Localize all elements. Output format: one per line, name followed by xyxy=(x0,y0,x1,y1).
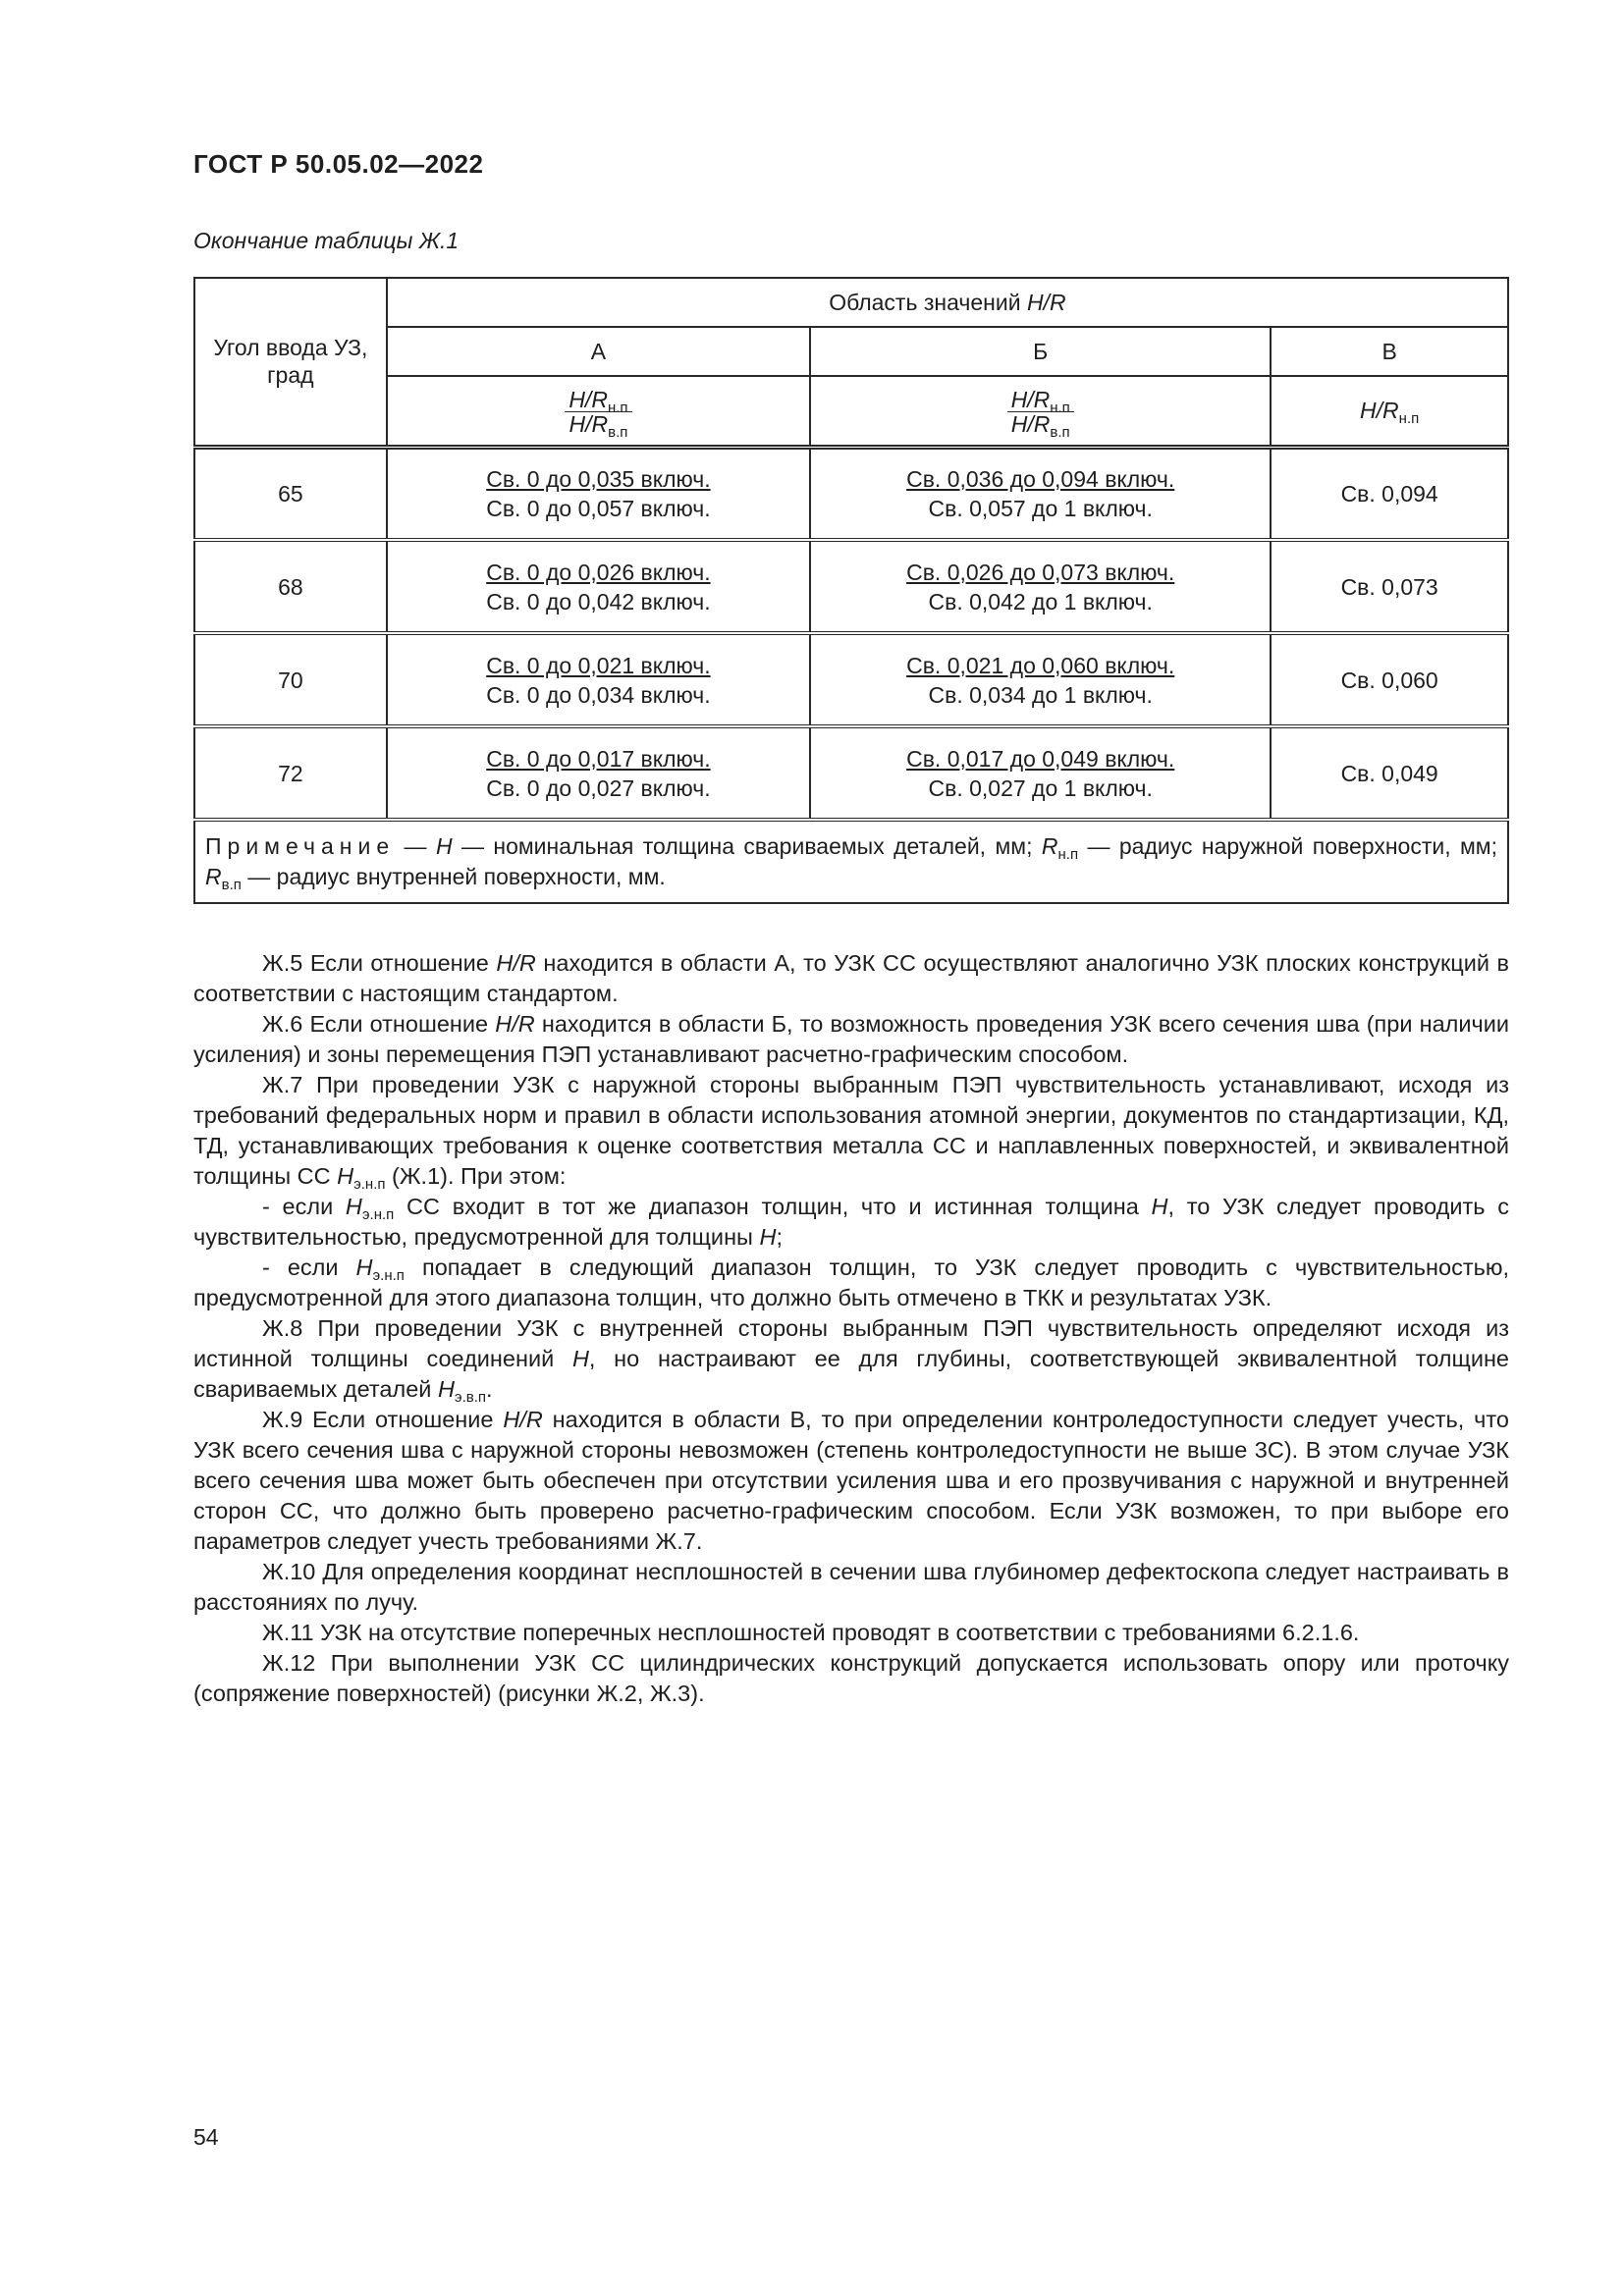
paragraph-zh12: Ж.12 При выполнении УЗК СС цилиндрических конструкций допускается использовать опору или проточку (сопряжение поверхностей) (рисунки Ж.2, Ж.3). xyxy=(193,1650,1509,1706)
range-header-text: Область значений xyxy=(829,290,1027,315)
range-a-cell xyxy=(387,540,810,633)
ratio-a-den-sub: в.п xyxy=(608,424,628,442)
col-header-v: В xyxy=(1271,327,1508,376)
col-header-b: Б xyxy=(810,327,1271,376)
range-b-top: Св. 0,036 до 0,094 включ. xyxy=(906,465,1175,492)
range-a-top: Св. 0 до 0,017 включ. xyxy=(486,745,711,772)
note-sub: в.п xyxy=(221,877,242,893)
ratio-b-num: H/R xyxy=(1010,387,1051,413)
range-a-cell xyxy=(387,726,810,820)
angle-cell: 70 xyxy=(194,633,387,726)
range-b-bottom: Св. 0,057 до 1 включ. xyxy=(928,495,1153,521)
note-var-r: R xyxy=(1041,833,1058,859)
range-a-top: Св. 0 до 0,035 включ. xyxy=(486,465,711,492)
col-header-a: А xyxy=(387,327,810,376)
ratio-header-b xyxy=(810,376,1271,447)
range-a-top: Св. 0 до 0,026 включ. xyxy=(486,559,711,585)
paragraph-zh10: Ж.10 Для определения координат несплошностей в сечении шва глубиномер дефектоскопа следует настраивать в расстояниях по лучу. xyxy=(193,1559,1509,1615)
paragraph-bullet-1: - если $H_{э.н.п}$ СС входит в тот же диапазон толщин, что и истинная толщина H, то УЗК следует проводить с чувствительностью, предусмотренной для толщины H; xyxy=(193,1194,1509,1250)
range-v-cell: Св. 0,094 xyxy=(1271,447,1508,540)
range-v-cell: Св. 0,049 xyxy=(1271,726,1508,820)
paragraph-bullet-2: - если $H_{э.н.п}$ попадает в следующий диапазон толщин, то УЗК следует проводить с чувствительностью, предусмотренной для этого диапазона толщин, что должно быть отмечено в ТКК и результатах УЗК. xyxy=(193,1255,1509,1310)
note-var-h: H xyxy=(435,833,453,859)
range-header xyxy=(387,278,1508,327)
ratio-v: H/R xyxy=(1360,398,1399,424)
range-a-bottom: Св. 0 до 0,042 включ. xyxy=(486,588,711,614)
table-caption: Окончание таблицы Ж.1 xyxy=(193,228,460,253)
range-b-bottom: Св. 0,027 до 1 включ. xyxy=(928,774,1153,801)
note-sub: н.п xyxy=(1057,846,1079,863)
range-a-cell xyxy=(387,633,810,726)
paragraph-zh11: Ж.11 УЗК на отсутствие поперечных несплошностей проводят в соответствии с требованиями 6.2.1.6. xyxy=(262,1620,1360,1645)
note-label: Примечание xyxy=(205,833,396,859)
range-b-top: Св. 0,017 до 0,049 включ. xyxy=(906,745,1175,772)
ratio-a-num-sub: н.п xyxy=(607,400,628,417)
range-a-cell xyxy=(387,447,810,540)
ratio-b-den-sub: в.п xyxy=(1050,424,1070,442)
range-b-cell xyxy=(810,540,1271,633)
page-number: 54 xyxy=(193,2124,219,2150)
range-header-var: H/R xyxy=(1026,290,1066,315)
table-row xyxy=(194,726,1508,820)
ratio-a-num: H/R xyxy=(568,387,608,413)
range-b-cell xyxy=(810,633,1271,726)
ratio-header-v xyxy=(1271,376,1508,447)
body-text xyxy=(193,948,1509,1709)
table-row xyxy=(194,447,1508,540)
paragraph-zh7: Ж.7 При проведении УЗК с наружной стороны выбранным ПЭП чувствительность устанавливают, исходя из требований федеральных норм и правил в области использования атомной энергии, документов по стандартизации, КД, ТД, устанавливающих требования к оценке соответствия металла СС и наплавленных поверхностей, и эквивалентной толщины СС $H_{э.н.п}$ (Ж.1). При этом: xyxy=(193,1072,1509,1193)
angle-header-line1: Угол ввода УЗ, xyxy=(213,335,368,361)
range-b-bottom: Св. 0,034 до 1 включ. xyxy=(928,681,1153,708)
range-b-bottom: Св. 0,042 до 1 включ. xyxy=(928,588,1153,614)
table-row xyxy=(194,633,1508,726)
note-text: — радиус внутренней поверхности, мм. xyxy=(241,864,666,889)
range-b-top: Св. 0,026 до 0,073 включ. xyxy=(906,559,1175,585)
paragraph-zh6: Ж.6 Если отношение H/R находится в области Б, то возможность проведения УЗК всего сечения шва (при наличии усиления) и зоны перемещения ПЭП устанавливают расчетно-графическим способом. xyxy=(193,1011,1509,1067)
range-a-bottom: Св. 0 до 0,057 включ. xyxy=(486,495,711,521)
range-a-top: Св. 0 до 0,021 включ. xyxy=(486,652,711,678)
angle-cell: 72 xyxy=(194,726,387,820)
range-a-bottom: Св. 0 до 0,034 включ. xyxy=(486,681,711,708)
ratio-a-den: H/R xyxy=(568,411,609,438)
angle-cell: 65 xyxy=(194,447,387,540)
ratio-b-den: H/R xyxy=(1010,411,1051,438)
note-text: — xyxy=(395,833,436,859)
table-note xyxy=(194,820,1508,903)
ratio-header-a xyxy=(387,376,810,447)
paragraph-zh8: Ж.8 При проведении УЗК с внутренней стороны выбранным ПЭП чувствительность определяют исходя из истинной толщины соединений H, но настраивают ее для глубины, соответствующей эквивалентной толщине свариваемых деталей $H_{э.в.п}$. xyxy=(193,1315,1509,1406)
range-v-cell: Св. 0,073 xyxy=(1271,540,1508,633)
angle-header-line2: град xyxy=(267,362,314,389)
range-v-cell: Св. 0,060 xyxy=(1271,633,1508,726)
note-var-r: R xyxy=(205,864,222,889)
values-table xyxy=(193,277,1509,904)
table-row xyxy=(194,540,1508,633)
note-text: — радиус наружной поверхности, мм; xyxy=(1078,833,1498,859)
range-b-cell xyxy=(810,447,1271,540)
note-text: — номинальная толщина свариваемых деталей, мм; xyxy=(452,833,1042,859)
paragraph-zh9: Ж.9 Если отношение H/R находится в области В, то при определении контроледоступности следует учесть, что УЗК всего сечения шва с наружной стороны невозможен (степень контроледоступности не выше 3С). В этом случае УЗК всего сечения шва может быть обеспечен при отсутствии усиления шва и его прозвучивания с наружной и внутренней сторон СС, что должно быть проверено расчетно-графическим способом. Если УЗК возможен, то при выборе его параметров следует учесть требованиями Ж.7. xyxy=(193,1407,1509,1554)
paragraph-zh5: Ж.5 Если отношение H/R находится в области А, то УЗК СС осуществляют аналогично УЗК плоских конструкций в соответствии с настоящим стандартом. xyxy=(193,950,1509,1006)
range-a-bottom: Св. 0 до 0,027 включ. xyxy=(486,774,711,801)
angle-header xyxy=(194,278,387,447)
table-note-row xyxy=(194,820,1508,903)
range-b-top: Св. 0,021 до 0,060 включ. xyxy=(906,652,1175,678)
ratio-v-sub: н.п xyxy=(1398,410,1420,428)
range-b-cell xyxy=(810,726,1271,820)
angle-cell: 68 xyxy=(194,540,387,633)
document-header: ГОСТ Р 50.05.02—2022 xyxy=(193,149,484,179)
ratio-b-num-sub: н.п xyxy=(1050,400,1070,417)
